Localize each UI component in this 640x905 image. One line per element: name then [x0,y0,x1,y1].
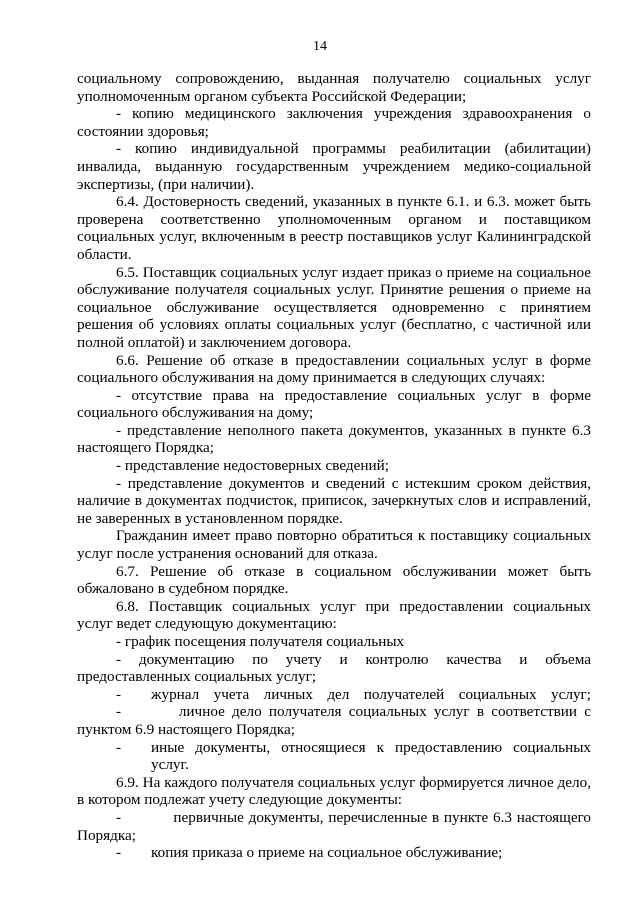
paragraph: 6.6. Решение об отказе в предоставлении социальных услуг в форме социального обслуживания на дому принимается в следующих случаях: [77,351,591,387]
dash-list-item [77,686,591,704]
document-body [77,70,591,862]
dash-marker: - [116,685,122,703]
paragraph: Гражданин имеет право повторно обратиться к поставщику социальных услуг после устранения оснований для отказа. [77,527,591,563]
dash-marker: - [116,738,122,756]
dash-marker: - [116,808,122,826]
paragraph: - представление документов и сведений с истекшим сроком действия, наличие в документах подчисток, приписок, зачеркнутых слов и исправлений, не заверенных в установленном порядке. [77,474,591,527]
dash-list-item [77,703,591,738]
dash-item-text: копия приказа о приеме на социальное обслуживание; [151,844,503,862]
dash-item-text: личное дело получателя социальных услуг в соответствии с пунктом 6.9 настоящего Порядка; [77,703,592,738]
paragraph: - отсутствие права на предоставление социальных услуг в форме социального обслуживания на дому; [77,386,591,422]
paragraph: - график посещения получателя социальных [116,633,405,650]
paragraph: - копию индивидуальной программы реабилитации (абилитации) инвалида, выданную государственным учреждением медико-социальной экспертизы, (при наличии). [77,140,591,193]
paragraph: 6.9. На каждого получателя социальных услуг формируется личное дело, в котором подлежат учету следующие документы: [77,773,591,809]
dash-marker: - [116,703,122,721]
dash-list-item [77,809,591,844]
paragraph: - документацию по учету и контролю качества и объема предоставленных социальных услуг; [77,650,591,686]
dash-item-text: первичные документы, перечисленные в пункте 6.3 настоящего Порядка; [77,808,591,844]
paragraph: 6.8. Поставщик социальных услуг при предоставлении социальных услуг ведет следующую документацию: [77,597,591,633]
paragraph: 6.7. Решение об отказе в социальном обслуживании может быть обжаловано в судебном порядке. [77,562,591,598]
paragraph: - представление неполного пакета документов, указанных в пункте 6.3 настоящего Порядка; [77,421,591,457]
paragraph: 6.4. Достоверность сведений, указанных в пункте 6.1. и 6.3. может быть проверена соответственно уполномоченным органом и поставщиком социальных услуг, включенным в реестр поставщиков услуг Калининградской области. [77,193,591,263]
dash-marker: - [116,844,122,862]
paragraph: - копию медицинского заключения учреждения здравоохранения о состоянии здоровья; [77,105,591,140]
dash-item-text: иные документы, относящиеся к предоставлению социальных услуг. [151,738,591,774]
dash-list-item [77,844,591,862]
dash-item-text: журнал учета личных дел получателей социальных услуг; [151,685,591,703]
dash-list-item [77,739,591,774]
paragraph: 6.5. Поставщик социальных услуг издает приказ о приеме на социальное обслуживание получателя социальных услуг. Принятие решения о приеме на социальное обслуживание осуществляется одновременно с принятием решения об условиях оплаты социальных услуг (бесплатно, с частичной или полной оплатой) и заключением договора. [77,263,591,351]
paragraph: социальному сопровождению, выданная получателю социальных услуг уполномоченным органом субъекта Российской Федерации; [77,70,591,105]
paragraph: - представление недостоверных сведений; [116,457,389,475]
page-number: 14 [313,39,327,54]
